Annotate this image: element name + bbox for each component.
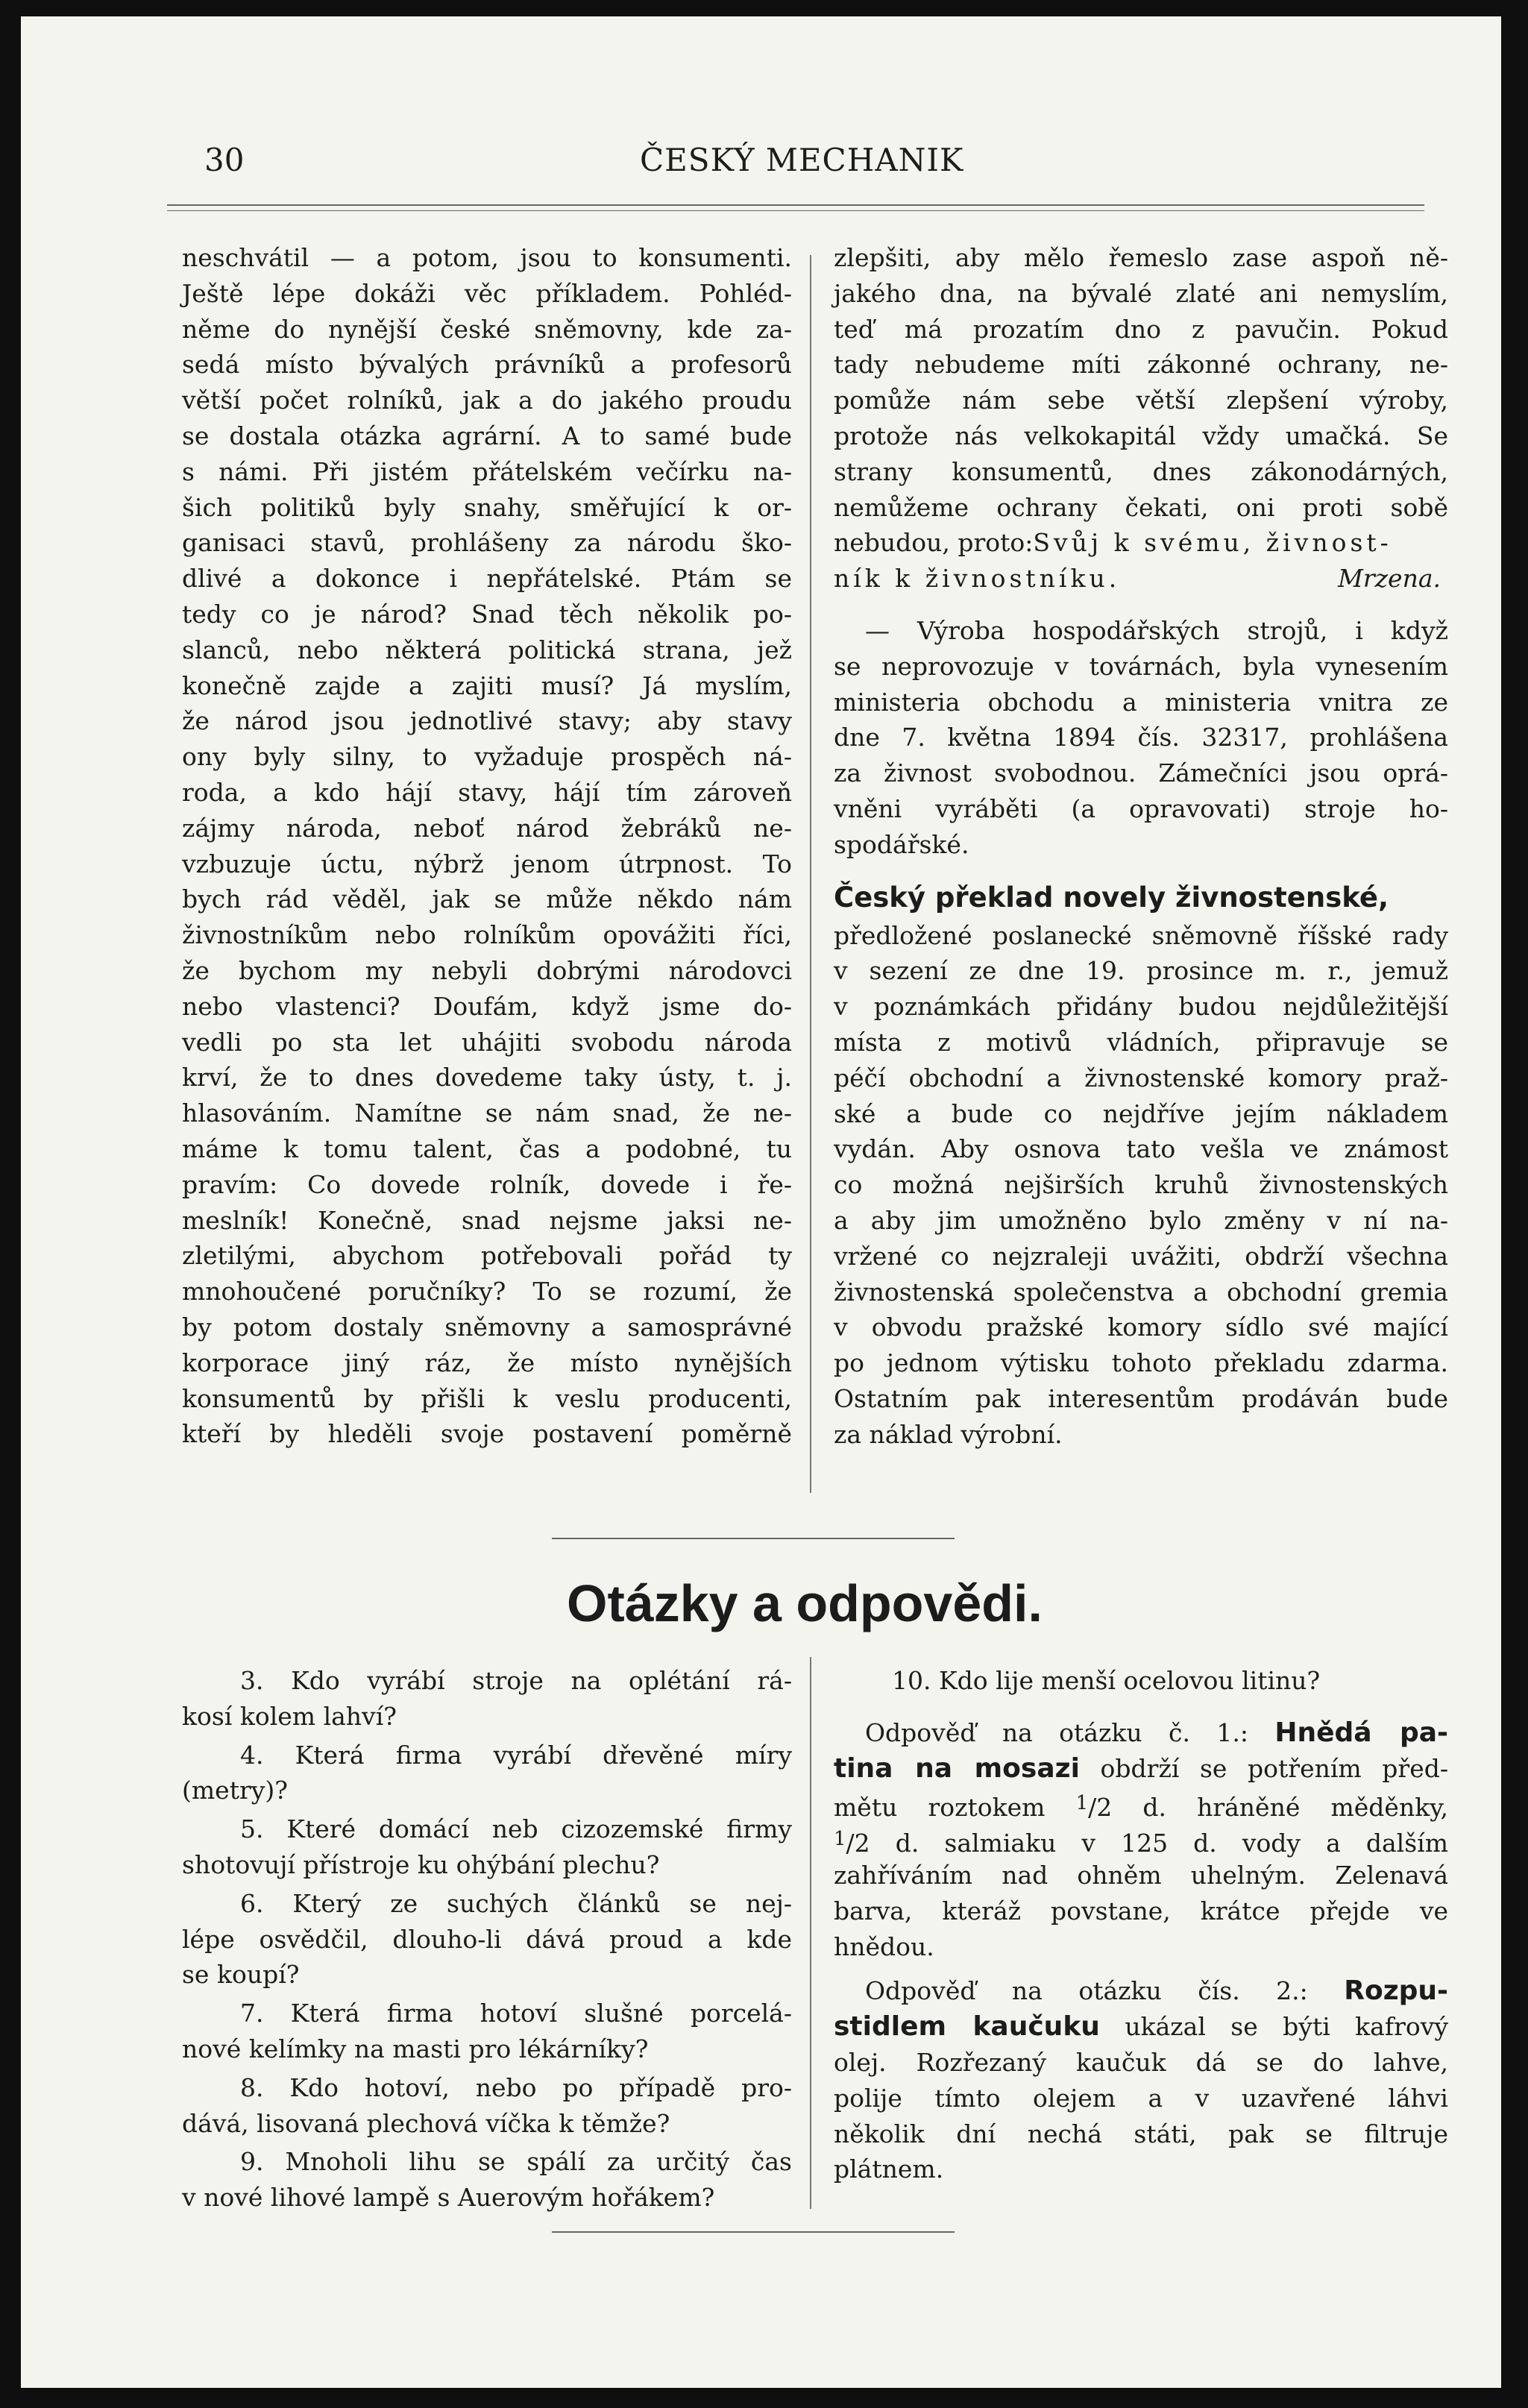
translation-line: místa z motivů vládních, připravuje se <box>834 1027 1448 1057</box>
article-left-line: šich politiků byly snahy, směřující k or- <box>182 492 792 522</box>
article-right-line: tady nebudeme míti zákonné ochrany, ne- <box>834 350 1448 380</box>
production-line: — Výroba hospodářských strojů, i když <box>865 615 1448 645</box>
answer-2-line-1: Odpověď na otázku čís. 2.: Rozpu- <box>865 1975 1448 2007</box>
article-left-line: hlasováním. Namítne se nám snad, že ne- <box>182 1098 792 1128</box>
answer-1-tail-line: barva, kteráž povstane, krátce přejde ve <box>834 1896 1448 1926</box>
author-signature: Mrzena. <box>1338 564 1441 594</box>
notice-production <box>834 613 1448 863</box>
article-right-line: strany konsumentů, dnes zákonodárných, <box>834 456 1448 486</box>
question-item <box>182 1996 792 2067</box>
question-line: 7. Která firma hotoví slušné porcelá- <box>240 1999 792 2028</box>
translation-line: péčí obchodní a živnostenské komory praž- <box>834 1063 1448 1093</box>
article-left-line: s námi. Při jistém přátelském večírku na- <box>182 456 792 486</box>
article-left-line: kteří by hleděli svoje postavení poměrně <box>182 1419 792 1449</box>
answer-2-tail-line: několik dní nechá státi, pak se filtruje <box>834 2119 1448 2148</box>
question-line: 5. Které domácí neb cizozemské firmy <box>240 1814 792 1844</box>
question-line: 8. Kdo hotoví, nebo po případě pro- <box>240 2072 792 2102</box>
header-rule <box>167 204 1424 206</box>
answer-2-tail-line: olej. Rozřezaný kaučuk dá se do lahve, <box>834 2047 1448 2077</box>
question-line: v nové lihové lampě s Auerovým hořákem? <box>182 2183 715 2213</box>
journal-title: ČESKÝ MECHANIK <box>640 142 964 178</box>
question-item <box>182 2144 792 2216</box>
answer-2-tail-line: plátnem. <box>834 2154 944 2184</box>
question-item <box>182 1886 792 1993</box>
question-line: se koupí? <box>182 1960 300 1990</box>
article-left-line: ony byly silny, to vyžaduje prospěch ná- <box>182 742 792 772</box>
question-item <box>182 1738 792 1809</box>
production-line: vněni vyráběti (a opravovati) stroje ho- <box>834 793 1448 823</box>
translation-line: a aby jim umožněno bylo změny v ní na- <box>834 1205 1448 1235</box>
slogan-part-1: Svůj k svému, živnost- <box>1033 528 1392 558</box>
section-separator <box>552 1538 955 1539</box>
questions-column <box>182 1663 792 2219</box>
question-line: 6. Který ze suchých článků se nej- <box>240 1888 792 1918</box>
article-right-line: nemůžeme ochrany čekati, oni proti sobě <box>834 492 1448 522</box>
slogan-line <box>834 525 1448 561</box>
article-left-line: vedli po sta let uhájiti svobodu národa <box>182 1027 792 1057</box>
article-left-line: Ještě lépe dokáži věc příkladem. Pohléd- <box>182 278 792 308</box>
production-line: ministeria obchodu a ministeria vnitra ze <box>834 687 1448 717</box>
scanned-page <box>21 16 1501 2388</box>
header-rule-thin <box>167 210 1424 211</box>
translation-line: živnostenská společenstva a obchodní gremia <box>834 1277 1448 1307</box>
answer-1-line-3: mětu roztokem $^1$/2 d. hráněné měděnky, <box>834 1792 1448 1823</box>
question-10: 10. Kdo lije menší ocelovou litinu? <box>892 1666 1321 1695</box>
article-left-line: máme k tomu talent, čas a podobné, tu <box>182 1134 792 1163</box>
article-left-line: korporace jiný ráz, že místo nynějších <box>182 1348 792 1377</box>
article-left-line: dlivé a dokonce i nepřátelské. Ptám se <box>182 564 792 594</box>
article-left-line: mnohoučené poručníky? To se rozumí, že <box>182 1277 792 1307</box>
production-line: se neprovozuje v továrnách, byla vynesením <box>834 651 1448 681</box>
article-left-line: tedy co je národ? Snad těch několik po- <box>182 599 792 629</box>
answer-2-line-2: stidlem kaučuku ukázal se býti kafrový <box>834 2011 1449 2043</box>
article-left-line: že národ jsou jednotlivé stavy; aby stavy <box>182 706 792 736</box>
article-left-line: by potom dostaly sněmovny a samosprávné <box>182 1312 792 1342</box>
question-item <box>182 2070 792 2142</box>
translation-line: v sezení ze dne 19. prosince m. r., jemuž <box>834 956 1448 986</box>
article-left-line: něme do nynější české sněmovny, kde za- <box>182 314 792 344</box>
article-right-column <box>834 240 1448 1453</box>
question-line: kosí kolem lahví? <box>182 1701 397 1731</box>
translation-line: vydán. Aby osnova tato vešla ve známost <box>834 1134 1448 1164</box>
translation-line: Ostatním pak interesentům prodáván bude <box>834 1383 1448 1413</box>
article-left-column <box>182 240 792 1452</box>
production-line: za živnost svobodnou. Zámečníci jsou oprá- <box>834 758 1448 788</box>
translation-line: v poznámkách přidány budou nejdůležitější <box>834 992 1448 1022</box>
article-left-line: že bychom my nebyli dobrými národovci <box>182 955 792 985</box>
translation-line: co možná nejširších kruhů živnostenských <box>834 1170 1448 1200</box>
article-left-line: vzbuzuje úctu, nýbrž jenom útrpnost. To <box>182 849 792 878</box>
article-right-line: pomůže nám sebe větší zlepšení výroby, <box>834 386 1448 415</box>
answers-column <box>834 1663 1448 2187</box>
article-left-line: neschvátil — a potom, jsou to konsumenti. <box>182 243 792 272</box>
answer-1-tail-line: zahříváním nad ohněm uhelným. Zelenavá <box>834 1860 1448 1890</box>
answer-2-tail <box>834 2045 1448 2187</box>
article-left-line: pravím: Co dovede rolník, dovede i ře- <box>182 1169 792 1199</box>
article-left-line: sedá místo bývalých právníků a profesorů <box>182 350 792 380</box>
qa-section-title: Otázky a odpovědi. <box>567 1574 1043 1632</box>
article-left-line: krví, že to dnes dovedeme taky ústy, t. j. <box>182 1063 792 1093</box>
answer-1-line-4: $^1$/2 d. salmiaku v 125 d. vody a dalším <box>834 1828 1448 1858</box>
article-left-line: ganisaci stavů, prohlášeny za národu ško- <box>182 528 792 558</box>
answer-1-tail <box>834 1858 1448 1964</box>
article-right-line: teď má prozatím dno z pavučin. Pokud <box>834 314 1448 344</box>
notice-translation-heading: Český překlad novely živnostenské, <box>834 881 1389 914</box>
question-line: 4. Která firma vyrábí dřevěné míry <box>240 1740 792 1770</box>
question-line: nové kelímky na masti pro lékárníky? <box>182 2034 649 2063</box>
article-left-line: nebo vlastenci? Doufám, když jsme do- <box>182 991 792 1021</box>
slogan-part-2: ník k živnostníku. <box>834 564 1121 594</box>
translation-line: ské a bude co nejdříve jejím nákladem <box>834 1098 1448 1128</box>
translation-line: v obvodu pražské komory sídlo své mající <box>834 1313 1448 1342</box>
slogan-lead: nebudou, proto: <box>834 528 1034 558</box>
question-line: (metry)? <box>182 1776 288 1805</box>
translation-line: po jednom výtisku tohoto překladu zdarma. <box>834 1348 1448 1378</box>
article-left-line: bych rád věděl, jak se může někdo nám <box>182 884 792 914</box>
slogan-line-2 <box>834 561 1448 597</box>
article-left-line: zájmy národa, neboť národ žebráků ne- <box>182 813 792 843</box>
question-line: lépe osvědčil, dlouho-li dává proud a kde <box>182 1924 792 1954</box>
article-left-line: zletilými, abychom potřebovali pořád ty <box>182 1241 792 1271</box>
question-item <box>182 1811 792 1883</box>
article-left-line: konečně zajde a zajiti musí? Já myslím, <box>182 670 792 700</box>
article-right-line: zlepšiti, aby mělo řemeslo zase aspoň ně- <box>834 243 1448 272</box>
article-left-line: slanců, nebo některá politická strana, jež <box>182 635 792 664</box>
article-left-line: se dostala otázka agrární. A to samé bude <box>182 421 792 450</box>
answer-2-tail-line: polije tímto olejem a v uzavřené láhvi <box>834 2083 1448 2113</box>
question-line: dává, lisovaná plechová víčka k těmže? <box>182 2108 670 2138</box>
question-line: 9. Mnoholi lihu se spálí za určitý čas <box>240 2147 792 2177</box>
translation-line: vržené co nejzraleji uvážiti, obdrží všechna <box>834 1241 1448 1271</box>
bottom-rule <box>552 2231 955 2233</box>
article-right-line: jakého dna, na bývalé zlaté ani nemyslím, <box>834 278 1448 308</box>
answer-1-line-1: Odpověď na otázku č. 1.: Hnědá pa- <box>865 1717 1448 1748</box>
column-divider <box>810 255 811 1493</box>
translation-line: za náklad výrobní. <box>834 1419 1063 1449</box>
production-line: dne 7. května 1894 čís. 32317, prohlášena <box>834 723 1448 752</box>
qa-column-divider <box>810 1657 811 2209</box>
article-left-line: meslník! Konečně, snad nejsme jaksi ne- <box>182 1205 792 1235</box>
article-left-line: konsumentů by přišli k veslu producenti, <box>182 1383 792 1413</box>
translation-line: předložené poslanecké sněmovně říšské rady <box>834 920 1448 950</box>
page-number: 30 <box>204 142 245 178</box>
article-right-line: protože nás velkokapitál vždy umačká. Se <box>834 421 1448 450</box>
article-left-line: větší počet rolníků, jak a do jakého proudu <box>182 386 792 415</box>
question-line: shotovují přístroje ku ohýbání plechu? <box>182 1849 660 1879</box>
question-item <box>182 1663 792 1735</box>
article-left-line: roda, a kdo hájí stavy, hájí tím zároveň <box>182 777 792 807</box>
production-line: spodářské. <box>834 829 969 859</box>
article-left-line: živnostníkům nebo rolníkům opovážiti říci, <box>182 920 792 950</box>
answer-1-tail-line: hnědou. <box>834 1931 934 1961</box>
answer-1-line-2: tina na mosazi obdrží se potřením před- <box>834 1752 1448 1784</box>
notice-translation <box>834 918 1448 1453</box>
question-line: 3. Kdo vyrábí stroje na oplétání rá- <box>240 1666 792 1695</box>
